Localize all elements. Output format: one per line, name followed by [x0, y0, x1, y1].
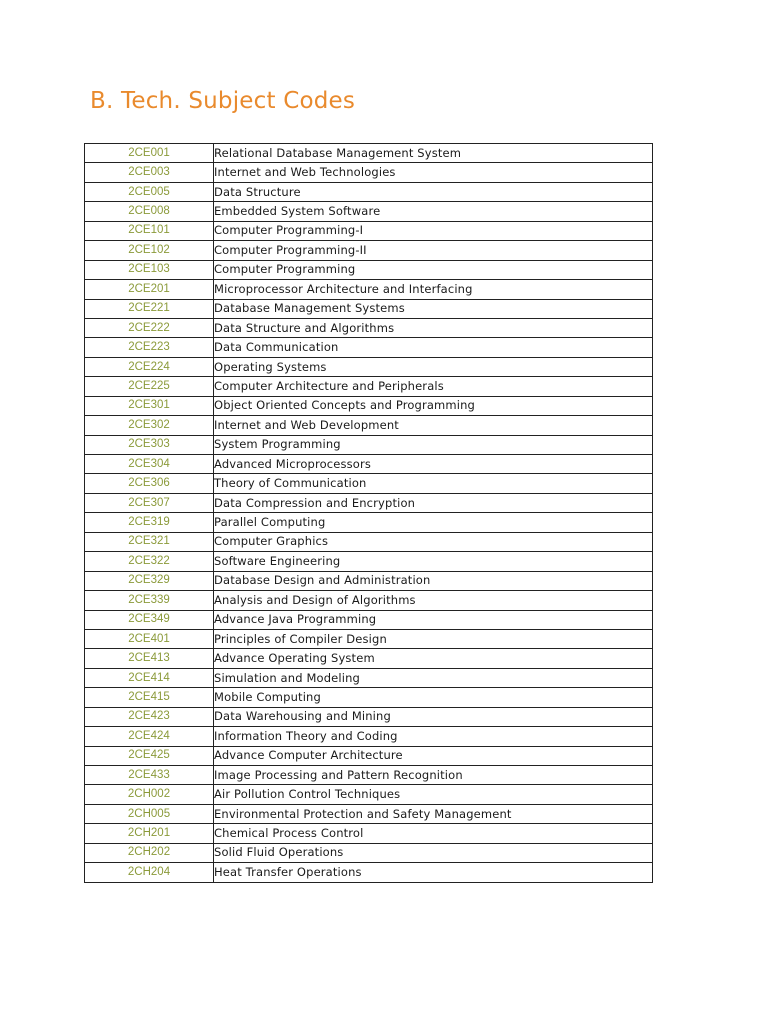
subject-name: Database Management Systems — [214, 299, 653, 318]
table-row — [85, 863, 653, 882]
subject-name: Internet and Web Development — [214, 416, 653, 435]
page-title: B. Tech. Subject Codes — [90, 88, 356, 114]
subject-name: Simulation and Modeling — [214, 668, 653, 687]
table-row — [85, 707, 653, 726]
subject-code: 2CE102 — [85, 241, 214, 260]
table-row — [85, 629, 653, 648]
table-row — [85, 785, 653, 804]
subject-code: 2CE303 — [85, 435, 214, 454]
subject-name: Environmental Protection and Safety Management — [214, 804, 653, 823]
subject-code: 2CE307 — [85, 493, 214, 512]
subject-code: 2CE322 — [85, 552, 214, 571]
table-row — [85, 571, 653, 590]
table-row — [85, 668, 653, 687]
table-row — [85, 144, 653, 163]
subject-code: 2CE321 — [85, 532, 214, 551]
subject-code: 2CH202 — [85, 843, 214, 862]
table-row — [85, 260, 653, 279]
subject-code: 2CE225 — [85, 377, 214, 396]
subject-code: 2CE101 — [85, 221, 214, 240]
table-row — [85, 746, 653, 765]
table-row — [85, 649, 653, 668]
subject-name: Advance Operating System — [214, 649, 653, 668]
table-row — [85, 824, 653, 843]
subject-code: 2CE103 — [85, 260, 214, 279]
subject-name: Information Theory and Coding — [214, 727, 653, 746]
subject-code: 2CE306 — [85, 474, 214, 493]
subject-name: Heat Transfer Operations — [214, 863, 653, 882]
subject-name: System Programming — [214, 435, 653, 454]
table-row — [85, 202, 653, 221]
subject-code: 2CE008 — [85, 202, 214, 221]
subject-code: 2CE222 — [85, 318, 214, 337]
subject-code: 2CE433 — [85, 766, 214, 785]
subject-name: Object Oriented Concepts and Programming — [214, 396, 653, 415]
table-row — [85, 435, 653, 454]
subject-code: 2CE001 — [85, 144, 214, 163]
subject-name: Data Structure and Algorithms — [214, 318, 653, 337]
subject-code: 2CE003 — [85, 163, 214, 182]
subject-name: Air Pollution Control Techniques — [214, 785, 653, 804]
subject-name: Advance Computer Architecture — [214, 746, 653, 765]
subject-name: Data Compression and Encryption — [214, 493, 653, 512]
table-row — [85, 552, 653, 571]
table-row — [85, 610, 653, 629]
table-row — [85, 221, 653, 240]
subject-code: 2CE005 — [85, 182, 214, 201]
table-row — [85, 318, 653, 337]
table-row — [85, 843, 653, 862]
table-row — [85, 396, 653, 415]
subject-code: 2CE339 — [85, 591, 214, 610]
subject-codes-body — [85, 144, 653, 883]
subject-code: 2CE415 — [85, 688, 214, 707]
table-row — [85, 280, 653, 299]
table-row — [85, 357, 653, 376]
subject-code: 2CE302 — [85, 416, 214, 435]
subject-name: Mobile Computing — [214, 688, 653, 707]
subject-name: Computer Graphics — [214, 532, 653, 551]
table-row — [85, 455, 653, 474]
subject-name: Microprocessor Architecture and Interfacing — [214, 280, 653, 299]
subject-code: 2CE201 — [85, 280, 214, 299]
table-row — [85, 532, 653, 551]
table-row — [85, 513, 653, 532]
subject-name: Internet and Web Technologies — [214, 163, 653, 182]
subject-name: Chemical Process Control — [214, 824, 653, 843]
subject-code: 2CE304 — [85, 455, 214, 474]
subject-codes-table — [84, 143, 653, 883]
subject-code: 2CE423 — [85, 707, 214, 726]
subject-name: Principles of Compiler Design — [214, 629, 653, 648]
subject-name: Advanced Microprocessors — [214, 455, 653, 474]
table-row — [85, 804, 653, 823]
subject-name: Database Design and Administration — [214, 571, 653, 590]
table-row — [85, 163, 653, 182]
subject-code: 2CE425 — [85, 746, 214, 765]
subject-code: 2CE223 — [85, 338, 214, 357]
subject-name: Theory of Communication — [214, 474, 653, 493]
subject-name: Operating Systems — [214, 357, 653, 376]
subject-name: Solid Fluid Operations — [214, 843, 653, 862]
subject-name: Computer Architecture and Peripherals — [214, 377, 653, 396]
table-row — [85, 766, 653, 785]
subject-code: 2CE301 — [85, 396, 214, 415]
subject-name: Embedded System Software — [214, 202, 653, 221]
table-row — [85, 474, 653, 493]
subject-code: 2CE413 — [85, 649, 214, 668]
subject-name: Software Engineering — [214, 552, 653, 571]
subject-code: 2CH005 — [85, 804, 214, 823]
subject-code: 2CE221 — [85, 299, 214, 318]
subject-code: 2CH204 — [85, 863, 214, 882]
subject-name: Analysis and Design of Algorithms — [214, 591, 653, 610]
subject-name: Image Processing and Pattern Recognition — [214, 766, 653, 785]
subject-name: Data Warehousing and Mining — [214, 707, 653, 726]
subject-code: 2CE349 — [85, 610, 214, 629]
table-row — [85, 727, 653, 746]
table-row — [85, 591, 653, 610]
subject-name: Computer Programming — [214, 260, 653, 279]
table-row — [85, 182, 653, 201]
subject-name: Computer Programming-I — [214, 221, 653, 240]
table-row — [85, 416, 653, 435]
table-row — [85, 377, 653, 396]
subject-code: 2CH002 — [85, 785, 214, 804]
subject-code: 2CE329 — [85, 571, 214, 590]
table-row — [85, 299, 653, 318]
table-row — [85, 493, 653, 512]
subject-name: Data Structure — [214, 182, 653, 201]
subject-code: 2CE401 — [85, 629, 214, 648]
subject-name: Parallel Computing — [214, 513, 653, 532]
subject-name: Data Communication — [214, 338, 653, 357]
table-row — [85, 241, 653, 260]
subject-name: Computer Programming-II — [214, 241, 653, 260]
subject-code: 2CE224 — [85, 357, 214, 376]
subject-code: 2CH201 — [85, 824, 214, 843]
subject-code: 2CE424 — [85, 727, 214, 746]
table-row — [85, 688, 653, 707]
subject-name: Relational Database Management System — [214, 144, 653, 163]
table-row — [85, 338, 653, 357]
subject-code: 2CE319 — [85, 513, 214, 532]
subject-name: Advance Java Programming — [214, 610, 653, 629]
subject-code: 2CE414 — [85, 668, 214, 687]
